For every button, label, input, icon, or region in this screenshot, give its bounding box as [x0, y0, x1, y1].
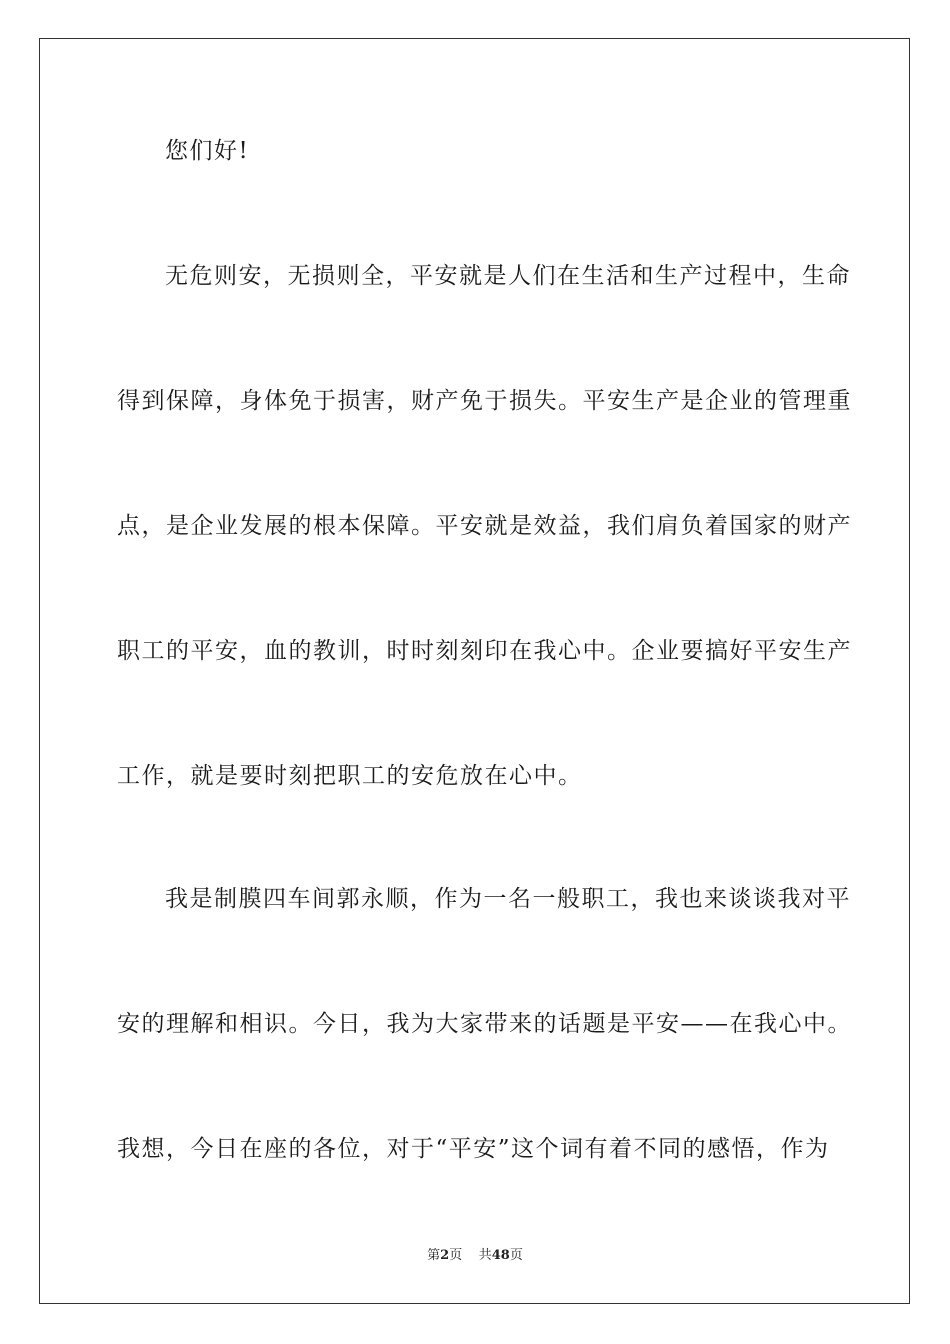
body-text-line: 我想，今日在座的各位，对于“平安”这个词有着不同的感悟，作为 [117, 1136, 830, 1162]
page-number: 2 [440, 1248, 450, 1263]
page-border [39, 38, 910, 1304]
total-suffix: 页 [509, 1248, 523, 1263]
body-text-line: 安的理解和相识。今日，我为大家带来的话题是平安——在我心中。 [117, 1011, 852, 1037]
body-text-line: 点，是企业发展的根本保障。平安就是效益，我们肩负着国家的财产 [117, 513, 852, 539]
page-footer [0, 1247, 950, 1265]
page-suffix: 页 [449, 1248, 463, 1263]
total-prefix: 共 [478, 1248, 492, 1263]
body-text-line: 工作，就是要时刻把职工的安危放在心中。 [117, 763, 583, 789]
body-text-line: 我是制膜四车间郭永顺，作为一名一般职工，我也来谈谈我对平 [165, 886, 851, 912]
greeting-line: 您们好! [165, 138, 250, 164]
body-text-line: 得到保障，身体免于损害，财产免于损失。平安生产是企业的管理重 [117, 388, 852, 414]
page-prefix: 第 [427, 1248, 441, 1263]
body-text-line: 职工的平安，血的教训，时时刻刻印在我心中。企业要搞好平安生产 [117, 638, 852, 664]
body-text-line: 无危则安，无损则全，平安就是人们在生活和生产过程中，生命 [165, 263, 851, 289]
total-pages: 48 [491, 1248, 510, 1263]
